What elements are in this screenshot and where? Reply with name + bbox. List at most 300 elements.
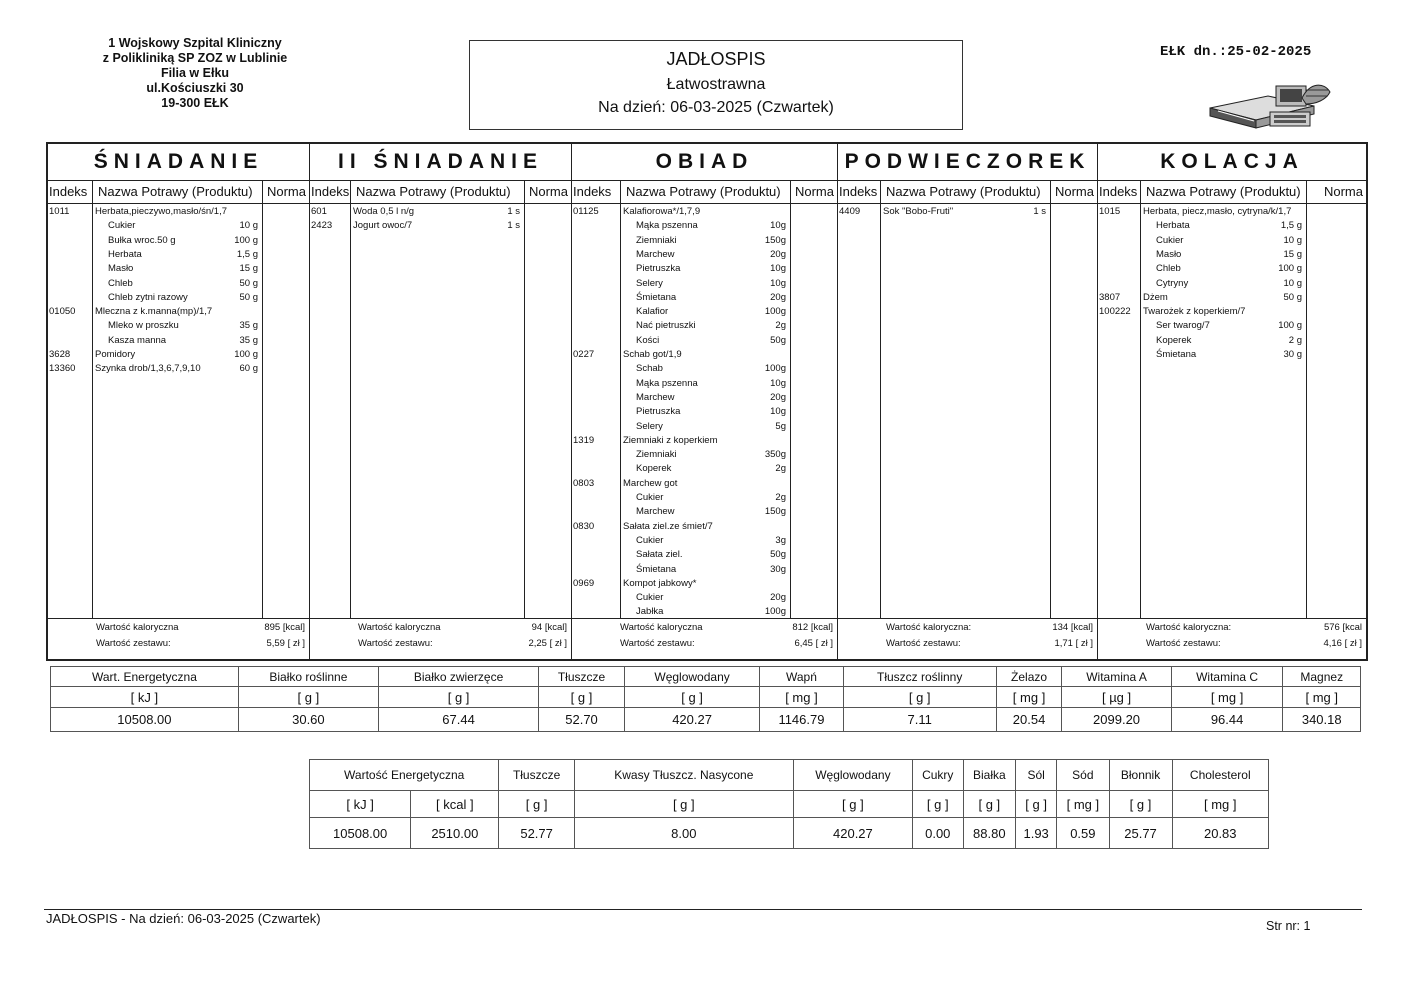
menu-item-row: [572, 305, 837, 319]
unit-cell: [ g ]: [624, 687, 759, 708]
item-norm: 100 g: [234, 234, 258, 246]
item-norm: 15 g: [1283, 248, 1302, 260]
menu-item-row: [48, 291, 309, 305]
header-norm: Norma: [528, 184, 568, 199]
nutrient-header: Cukry: [913, 760, 964, 791]
item-norm: 5g: [775, 420, 786, 432]
value-cell: 52.77: [499, 818, 574, 849]
item-index: 0227: [573, 349, 595, 360]
header-index: Indeks: [573, 184, 612, 199]
meal-column-headers: [1098, 181, 1366, 204]
nutrient-header: Białka: [963, 760, 1016, 791]
menu-item-row: [572, 505, 837, 519]
menu-item-row: [572, 462, 837, 476]
value-cell: 2099.20: [1062, 708, 1171, 732]
item-norm: 1 s: [507, 206, 520, 217]
menu-item-row: [1098, 334, 1366, 348]
item-norm: 100 g: [1278, 320, 1302, 332]
item-index: 0830: [573, 520, 595, 532]
menu-item-row: [572, 391, 837, 405]
ingredient-name: Masło: [1156, 248, 1182, 260]
item-norm: 10g: [770, 263, 786, 275]
header-norm: Norma: [794, 184, 834, 199]
value-cell: 20.54: [996, 708, 1062, 732]
ingredient-name: Cukier: [636, 534, 664, 546]
meal-title: OBIAD: [572, 144, 837, 181]
header-index: Indeks: [1099, 184, 1138, 199]
value-cell: 0.00: [913, 818, 964, 849]
menu-item-row: [572, 420, 837, 434]
value-cell: 25.77: [1109, 818, 1172, 849]
item-norm: 35 g: [239, 320, 258, 332]
menu-item-row: [1098, 305, 1366, 319]
ingredient-name: Kasza manna: [108, 334, 167, 346]
unit-cell: [ kJ ]: [51, 687, 239, 708]
calorie-value: 134 [kcal]: [1052, 622, 1093, 633]
item-index: 4409: [839, 206, 861, 217]
value-cell: 88.80: [963, 818, 1016, 849]
item-norm: 100g: [764, 363, 786, 375]
item-index: 01125: [573, 206, 599, 217]
menu-item-row: [48, 348, 309, 362]
meal-summary: [838, 618, 1097, 659]
dish-name: Herbata, piecz,masło, cytryna/k/1,7: [1143, 206, 1292, 217]
ingredient-name: Marchew: [636, 391, 675, 403]
item-index: 2423: [311, 220, 333, 232]
dish-name: Mleczna z k.manna(mp)/1,7: [95, 306, 213, 318]
nutrient-header: Witamina A: [1062, 667, 1171, 687]
item-index: 0803: [573, 477, 595, 489]
unit-cell: [ mg ]: [760, 687, 843, 708]
ingredient-name: Śmietana: [1156, 349, 1197, 360]
menu-item-row: [572, 234, 837, 248]
item-index: 3807: [1099, 291, 1121, 303]
ingredient-name: Mleko w proszku: [108, 320, 179, 332]
issue-date: EŁK dn.:25-02-2025: [1160, 44, 1312, 60]
item-norm: 100g: [764, 606, 786, 618]
meal-column-headers: [572, 181, 837, 204]
menu-item-row: [48, 248, 309, 262]
menu-item-row: [572, 319, 837, 333]
meal-column: [1098, 144, 1366, 659]
unit-cell: [ mg ]: [1283, 687, 1361, 708]
nutrition-table-main: [50, 666, 1361, 732]
menu-item-row: [48, 262, 309, 276]
ingredient-name: Chleb: [108, 277, 133, 289]
ingredient-name: Cukier: [636, 592, 664, 604]
cost-value: 2,25 [ zł ]: [528, 638, 567, 649]
item-norm: 50g: [770, 549, 786, 561]
ingredient-name: Kalafior: [636, 306, 669, 318]
unit-cell: [ g ]: [843, 687, 996, 708]
ingredient-name: Marchew: [636, 248, 675, 260]
menu-item-row: [838, 205, 1097, 219]
value-cell: 7.11: [843, 708, 996, 732]
meal-items: [48, 204, 309, 619]
ingredient-name: Cukier: [108, 220, 136, 232]
nutrient-header: Białko roślinne: [238, 667, 378, 687]
meal-column: [838, 144, 1098, 659]
dish-name: Kalafiorowa*/1,7,9: [623, 206, 701, 217]
item-norm: 20g: [770, 592, 786, 604]
diet-name: Łatwostrawna: [666, 76, 766, 93]
item-norm: 10g: [770, 377, 786, 389]
menu-item-row: [572, 248, 837, 262]
meal-summary: [310, 618, 571, 659]
unit-cell: [ kJ ]: [310, 791, 411, 818]
item-norm: 2g: [775, 492, 786, 503]
item-index: 0969: [573, 577, 595, 589]
value-cell: 96.44: [1171, 708, 1283, 732]
hospital-line: ul.Kościuszki 30: [146, 81, 244, 95]
ingredient-name: Sałata ziel.: [636, 549, 683, 561]
ingredient-name: Herbata: [1156, 220, 1190, 232]
nutrient-header: Węglowodany: [624, 667, 759, 687]
title-box: [469, 40, 963, 130]
item-norm: 15 g: [239, 263, 258, 275]
ingredient-name: Herbata: [108, 248, 142, 260]
item-norm: 10 g: [239, 220, 258, 232]
nutrient-header: Tłuszcze: [499, 760, 574, 791]
dish-name: Sałata ziel.ze śmiet/7: [623, 520, 713, 532]
energy-header: Wartość Energetyczna: [310, 760, 499, 791]
meal-items: [310, 204, 571, 619]
dish-name: Szynka drob/1,3,6,7,9,10: [95, 363, 201, 375]
header-index: Indeks: [839, 184, 878, 199]
menu-item-row: [572, 334, 837, 348]
ingredient-name: Ziemniaki: [636, 449, 677, 461]
item-norm: 50g: [770, 334, 786, 346]
hospital-line: Filia w Ełku: [160, 66, 230, 80]
item-norm: 150g: [764, 234, 786, 246]
nutrient-header: Witamina C: [1171, 667, 1283, 687]
menu-item-row: [48, 305, 309, 319]
dish-name: Dżem: [1143, 291, 1168, 303]
dish-name: Ziemniaki z koperkiem: [623, 434, 718, 446]
menu-item-row: [572, 548, 837, 562]
menu-item-row: [572, 563, 837, 577]
nutrient-header: Sól: [1016, 760, 1057, 791]
ingredient-name: Pietruszka: [636, 263, 681, 275]
nutrient-header: Białko zwierzęce: [378, 667, 538, 687]
value-cell: 20.83: [1172, 818, 1268, 849]
calorie-value: 576 [kcal: [1323, 622, 1362, 633]
meal-title: PODWIECZOREK: [838, 144, 1097, 181]
ingredient-name: Ser twarog/7: [1156, 320, 1210, 332]
item-index: 1015: [1099, 206, 1121, 217]
page-number: Str nr: 1: [1266, 919, 1311, 933]
item-index: 601: [311, 206, 327, 217]
menu-item-row: [1098, 248, 1366, 262]
menu-item-row: [48, 205, 309, 219]
header-norm: Norma: [266, 184, 306, 199]
unit-cell: [ g ]: [913, 791, 964, 818]
meal-items: [572, 204, 837, 619]
dish-name: Woda 0,5 l n/g: [353, 206, 415, 217]
item-norm: 2g: [775, 320, 786, 332]
item-norm: 10 g: [1283, 234, 1302, 246]
cost-label: Wartość zestawu:: [886, 638, 961, 649]
ingredient-name: Cytryny: [1156, 277, 1189, 289]
dish-name: Jogurt owoc/7: [353, 220, 413, 232]
meal-title: ŚNIADANIE: [48, 144, 309, 181]
ingredient-name: Chleb: [1156, 263, 1181, 275]
ingredient-name: Ziemniaki: [636, 234, 677, 246]
item-norm: 10g: [770, 406, 786, 418]
cost-label: Wartość zestawu:: [96, 638, 171, 649]
value-cell: 67.44: [378, 708, 538, 732]
ingredient-name: Marchew: [636, 506, 675, 518]
ingredient-name: Mąka pszenna: [636, 220, 698, 232]
value-cell: 10508.00: [310, 818, 411, 849]
nutrient-header: Tłuszcz roślinny: [843, 667, 996, 687]
item-norm: 100g: [764, 306, 786, 318]
hospital-line: 1 Wojskowy Szpital Kliniczny: [108, 36, 282, 50]
calorie-label: Wartość kaloryczna: [358, 622, 441, 633]
header-name: Nazwa Potrawy (Produktu): [98, 184, 253, 199]
menu-item-row: [572, 348, 837, 362]
menu-item-row: [1098, 348, 1366, 362]
menu-item-row: [48, 219, 309, 233]
dish-name: Pomidory: [95, 349, 136, 360]
ingredient-name: Śmietana: [636, 563, 677, 575]
ingredient-name: Schab: [636, 363, 663, 375]
item-norm: 100 g: [234, 349, 258, 360]
header-name: Nazwa Potrawy (Produktu): [626, 184, 781, 199]
ingredient-name: Bułka wroc.50 g: [108, 234, 176, 246]
value-cell: 30.60: [238, 708, 378, 732]
ingredient-name: Selery: [636, 420, 663, 432]
menu-date: Na dzień: 06-03-2025 (Czwartek): [598, 99, 834, 116]
hospital-line: z Polikliniką SP ZOZ w Lublinie: [102, 51, 288, 65]
value-cell: 420.27: [793, 818, 912, 849]
menu-item-row: [572, 262, 837, 276]
cost-value: 4,16 [ zł ]: [1323, 638, 1362, 649]
unit-cell: [ µg ]: [1062, 687, 1171, 708]
header-index: Indeks: [311, 184, 350, 199]
meal-summary: [572, 618, 837, 659]
item-norm: 350g: [764, 449, 786, 461]
header-name: Nazwa Potrawy (Produktu): [356, 184, 511, 199]
header-norm: Norma: [1054, 184, 1094, 199]
unit-cell: [ g ]: [963, 791, 1016, 818]
ingredient-name: Koperek: [636, 463, 672, 475]
item-index: 100222: [1099, 306, 1131, 318]
menu-item-row: [572, 477, 837, 491]
nutrient-header: Żelazo: [996, 667, 1062, 687]
dish-name: Sok "Bobo-Fruti": [883, 206, 954, 217]
menu-item-row: [572, 448, 837, 462]
value-cell: 8.00: [574, 818, 793, 849]
nutrient-header: Wapń: [760, 667, 843, 687]
menu-item-row: [1098, 262, 1366, 276]
nutrient-header: Sód: [1057, 760, 1109, 791]
page-title: JADŁOSPIS: [666, 49, 766, 69]
item-norm: 1 s: [507, 220, 520, 232]
item-norm: 3g: [775, 534, 786, 546]
value-cell: 52.70: [539, 708, 625, 732]
footer-divider: [44, 909, 1362, 910]
menu-item-row: [48, 234, 309, 248]
menu-item-row: [48, 362, 309, 376]
meal-title: II ŚNIADANIE: [310, 144, 571, 181]
nutrient-header: Wart. Energetyczna: [51, 667, 239, 687]
nutrient-header: Magnez: [1283, 667, 1361, 687]
meal-summary: [1098, 618, 1366, 659]
item-index: 1011: [49, 206, 70, 217]
value-cell: 420.27: [624, 708, 759, 732]
nutrient-header: Węglowodany: [793, 760, 912, 791]
meal-column: [310, 144, 572, 659]
unit-cell: [ g ]: [378, 687, 538, 708]
menu-item-row: [572, 577, 837, 591]
nutrient-header: Kwasy Tłuszcz. Nasycone: [574, 760, 793, 791]
item-norm: 20g: [770, 391, 786, 403]
item-index: 3628: [49, 349, 71, 360]
meal-summary: [48, 618, 309, 659]
menu-item-row: [310, 219, 571, 233]
cost-label: Wartość zestawu:: [1146, 638, 1221, 649]
menu-item-row: [572, 205, 837, 219]
item-norm: 10g: [770, 277, 786, 289]
ingredient-name: Cukier: [1156, 234, 1184, 246]
menu-item-row: [572, 291, 837, 305]
menu-item-row: [572, 520, 837, 534]
unit-cell: [ g ]: [499, 791, 574, 818]
cost-value: 5,59 [ zł ]: [266, 638, 305, 649]
item-norm: 1 s: [1033, 206, 1046, 217]
cost-label: Wartość zestawu:: [358, 638, 433, 649]
hospital-line: 19-300 EŁK: [161, 96, 229, 110]
calorie-label: Wartość kaloryczna: [96, 622, 179, 633]
item-norm: 1,5 g: [1280, 220, 1302, 232]
nutrient-header: Cholesterol: [1172, 760, 1268, 791]
menu-item-row: [572, 377, 837, 391]
cost-value: 6,45 [ zł ]: [794, 638, 833, 649]
unit-cell: [ mg ]: [996, 687, 1062, 708]
ingredient-name: Masło: [108, 263, 134, 275]
item-norm: 100 g: [1278, 263, 1302, 275]
menu-item-row: [572, 219, 837, 233]
item-norm: 2g: [775, 463, 786, 475]
item-index: 01050: [49, 306, 76, 318]
meal-column-headers: [48, 181, 309, 204]
unit-cell: [ mg ]: [1171, 687, 1283, 708]
menu-item-row: [48, 277, 309, 291]
item-norm: 50 g: [239, 291, 258, 303]
menu-item-row: [1098, 291, 1366, 305]
ingredient-name: Selery: [636, 277, 663, 289]
ingredient-name: Kości: [636, 334, 660, 346]
unit-cell: [ mg ]: [1057, 791, 1109, 818]
menu-item-row: [572, 491, 837, 505]
calorie-label: Wartość kaloryczna:: [1146, 622, 1232, 633]
dish-name: Herbata,pieczywo,masło/śn/1,7: [95, 206, 228, 217]
value-cell: 0.59: [1057, 818, 1109, 849]
item-norm: 150g: [764, 506, 786, 518]
item-norm: 30 g: [1283, 349, 1302, 360]
calorie-value: 895 [kcal]: [264, 622, 305, 633]
menu-item-row: [572, 534, 837, 548]
nutrition-table-summary: [309, 759, 1269, 849]
books-computer-icon: [1206, 78, 1336, 134]
value-cell: 2510.00: [411, 818, 499, 849]
unit-cell: [ g ]: [238, 687, 378, 708]
item-norm: 50 g: [1283, 291, 1302, 303]
meal-column: [572, 144, 838, 659]
header-name: Nazwa Potrawy (Produktu): [1146, 184, 1301, 199]
calorie-label: Wartość kaloryczna:: [886, 622, 972, 633]
unit-cell: [ g ]: [1016, 791, 1057, 818]
menu-item-row: [572, 405, 837, 419]
meal-items: [1098, 204, 1366, 619]
dish-name: Marchew got: [623, 477, 678, 489]
header-name: Nazwa Potrawy (Produktu): [886, 184, 1041, 199]
item-norm: 10g: [770, 220, 786, 232]
dish-name: Schab got/1,9: [623, 349, 682, 360]
menu-table: [46, 142, 1368, 661]
item-index: 1319: [573, 434, 595, 446]
meal-column-headers: [838, 181, 1097, 204]
value-cell: 1146.79: [760, 708, 843, 732]
meal-column: [48, 144, 310, 659]
menu-item-row: [572, 277, 837, 291]
ingredient-name: Mąka pszenna: [636, 377, 698, 389]
calorie-value: 94 [kcal]: [531, 622, 567, 633]
ingredient-name: Śmietana: [636, 291, 677, 303]
menu-item-row: [572, 591, 837, 605]
item-norm: 60 g: [239, 363, 258, 375]
menu-item-row: [1098, 319, 1366, 333]
cost-label: Wartość zestawu:: [620, 638, 695, 649]
item-norm: 50 g: [239, 277, 258, 289]
item-norm: 20g: [770, 291, 786, 303]
menu-item-row: [572, 362, 837, 376]
dish-name: Kompot jabkowy*: [623, 577, 697, 589]
hospital-address: [60, 36, 330, 111]
item-index: 13360: [49, 363, 76, 375]
footer-text: JADŁOSPIS - Na dzień: 06-03-2025 (Czwartek): [46, 911, 321, 926]
menu-item-row: [572, 434, 837, 448]
nutrient-header: Błonnik: [1109, 760, 1172, 791]
header-index: Indeks: [49, 184, 88, 199]
menu-item-row: [1098, 234, 1366, 248]
unit-cell: [ g ]: [574, 791, 793, 818]
meal-items: [838, 204, 1097, 619]
ingredient-name: Pietruszka: [636, 406, 681, 418]
calorie-label: Wartość kaloryczna: [620, 622, 703, 633]
ingredient-name: Jabłka: [636, 606, 664, 618]
unit-cell: [ mg ]: [1172, 791, 1268, 818]
item-norm: 10 g: [1283, 277, 1302, 289]
menu-item-row: [310, 205, 571, 219]
ingredient-name: Nać pietruszki: [636, 320, 696, 332]
unit-cell: [ g ]: [539, 687, 625, 708]
nutrient-header: Tłuszcze: [539, 667, 625, 687]
ingredient-name: Chleb zytni razowy: [108, 291, 188, 303]
meal-title: KOLACJA: [1098, 144, 1366, 181]
item-norm: 2 g: [1288, 334, 1302, 346]
value-cell: 10508.00: [51, 708, 239, 732]
menu-item-row: [1098, 219, 1366, 233]
menu-item-row: [48, 319, 309, 333]
dish-name: Twarożek z koperkiem/7: [1143, 306, 1246, 318]
value-cell: 340.18: [1283, 708, 1361, 732]
item-norm: 1,5 g: [236, 248, 258, 260]
ingredient-name: Koperek: [1156, 334, 1192, 346]
value-cell: 1.93: [1016, 818, 1057, 849]
unit-cell: [ kcal ]: [411, 791, 499, 818]
